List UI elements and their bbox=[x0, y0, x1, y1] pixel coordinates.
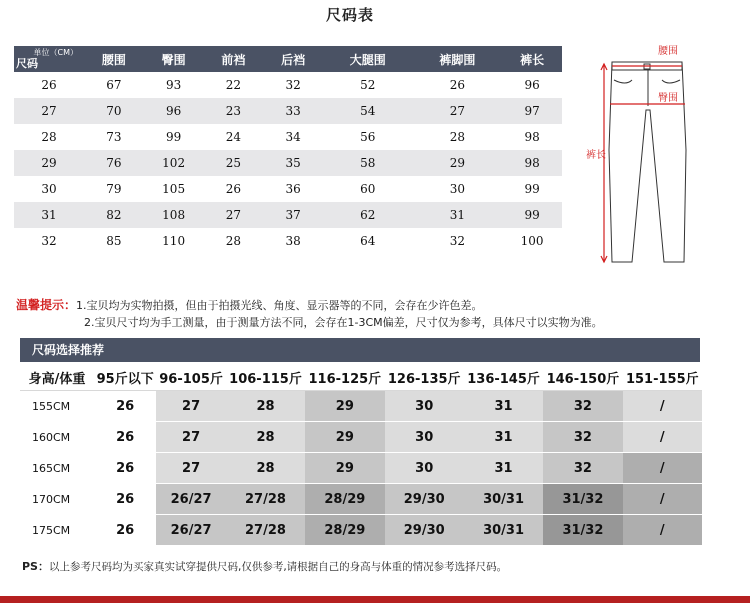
recommend-cell: 27/28 bbox=[226, 515, 305, 546]
measure-cell: 79 bbox=[84, 176, 144, 202]
measure-cell: 96 bbox=[144, 98, 204, 124]
recommend-cell: 27 bbox=[156, 453, 225, 484]
measure-cell: 36 bbox=[263, 176, 323, 202]
recommend-cell: 27/28 bbox=[226, 484, 305, 515]
recommend-cell: 31/32 bbox=[543, 515, 622, 546]
recommend-cell: / bbox=[623, 391, 702, 422]
height-cell: 165CM bbox=[20, 453, 94, 484]
recommend-cell: 26 bbox=[94, 484, 156, 515]
recommend-cell: 29/30 bbox=[385, 484, 464, 515]
recommend-cell: 28 bbox=[226, 391, 305, 422]
weight-range-header: 106-115斤 bbox=[226, 364, 305, 391]
recommend-cell: / bbox=[623, 422, 702, 453]
recommend-cell: 26 bbox=[94, 453, 156, 484]
measure-cell: 70 bbox=[84, 98, 144, 124]
measure-cell: 33 bbox=[263, 98, 323, 124]
note-line-2: 2.宝贝尺寸均为手工测量，由于测量方法不同，会存在1-3CM偏差，尺寸仅为参考，具体尺寸以实物为准。 bbox=[84, 316, 603, 329]
measure-cell: 105 bbox=[144, 176, 204, 202]
measure-cell: 26 bbox=[204, 176, 264, 202]
measure-cell: 22 bbox=[204, 72, 264, 98]
measure-cell: 97 bbox=[502, 98, 562, 124]
recommend-header-row bbox=[20, 364, 702, 391]
recommend-cell: 26/27 bbox=[156, 484, 225, 515]
size-table-row bbox=[14, 98, 562, 124]
size-table-row bbox=[14, 228, 562, 254]
height-cell: 175CM bbox=[20, 515, 94, 546]
measure-cell: 29 bbox=[413, 150, 503, 176]
weight-range-header: 116-125斤 bbox=[305, 364, 384, 391]
recommend-cell: 32 bbox=[543, 422, 622, 453]
measure-cell: 54 bbox=[323, 98, 413, 124]
weight-range-header: 96-105斤 bbox=[156, 364, 225, 391]
measure-cell: 31 bbox=[413, 202, 503, 228]
recommend-cell: 30/31 bbox=[464, 515, 543, 546]
recommend-cell: 29 bbox=[305, 422, 384, 453]
recommend-cell: 29 bbox=[305, 391, 384, 422]
measure-cell: 23 bbox=[204, 98, 264, 124]
recommend-cell: 28 bbox=[226, 422, 305, 453]
size-cell: 27 bbox=[14, 98, 84, 124]
size-label: 尺码 bbox=[16, 57, 38, 70]
weight-range-header: 136-145斤 bbox=[464, 364, 543, 391]
measure-cell: 38 bbox=[263, 228, 323, 254]
measure-cell: 102 bbox=[144, 150, 204, 176]
recommend-cell: / bbox=[623, 453, 702, 484]
measure-cell: 98 bbox=[502, 150, 562, 176]
measure-cell: 76 bbox=[84, 150, 144, 176]
recommend-cell: 28/29 bbox=[305, 484, 384, 515]
measure-cell: 99 bbox=[144, 124, 204, 150]
unit-label: 单位（CM） bbox=[33, 48, 78, 57]
measure-cell: 110 bbox=[144, 228, 204, 254]
recommend-cell: 27 bbox=[156, 422, 225, 453]
notes bbox=[16, 297, 603, 331]
waist-label: 腰围 bbox=[658, 46, 678, 57]
recommend-cell: 31 bbox=[464, 391, 543, 422]
recommend-cell: / bbox=[623, 484, 702, 515]
recommend-cell: 27 bbox=[156, 391, 225, 422]
header-leg-opening: 裤脚围 bbox=[413, 46, 503, 72]
measure-cell: 60 bbox=[323, 176, 413, 202]
size-cell: 31 bbox=[14, 202, 84, 228]
recommend-cell: 31 bbox=[464, 453, 543, 484]
weight-range-header: 151-155斤 bbox=[623, 364, 702, 391]
size-cell: 26 bbox=[14, 72, 84, 98]
ps-text: 以上参考尺码均为买家真实试穿提供尺码,仅供参考,请根据自己的身高与体重的情况参考选择尺码。 bbox=[48, 561, 508, 573]
measure-cell: 73 bbox=[84, 124, 144, 150]
recommend-row bbox=[20, 484, 702, 515]
height-weight-header: 身高/体重 bbox=[20, 364, 94, 391]
hip-label: 臀围 bbox=[658, 93, 678, 104]
measure-cell: 35 bbox=[263, 150, 323, 176]
header-back-rise: 后裆 bbox=[263, 46, 323, 72]
header-thigh: 大腿围 bbox=[323, 46, 413, 72]
recommend-cell: 29 bbox=[305, 453, 384, 484]
recommend-row bbox=[20, 391, 702, 422]
recommend-cell: 31 bbox=[464, 422, 543, 453]
measure-cell: 28 bbox=[413, 124, 503, 150]
measure-cell: 99 bbox=[502, 176, 562, 202]
page-title: 尺码表 bbox=[325, 6, 374, 24]
recommend-cell: 30 bbox=[385, 422, 464, 453]
weight-range-header: 95斤以下 bbox=[94, 364, 156, 391]
recommend-cell: 26/27 bbox=[156, 515, 225, 546]
size-table-row bbox=[14, 202, 562, 228]
measure-cell: 37 bbox=[263, 202, 323, 228]
size-cell: 29 bbox=[14, 150, 84, 176]
recommend-cell: / bbox=[623, 515, 702, 546]
measure-cell: 56 bbox=[323, 124, 413, 150]
recommend-row bbox=[20, 515, 702, 546]
size-cell: 32 bbox=[14, 228, 84, 254]
recommend-cell: 30 bbox=[385, 453, 464, 484]
measure-cell: 27 bbox=[204, 202, 264, 228]
header-hip: 臀围 bbox=[144, 46, 204, 72]
measure-cell: 32 bbox=[413, 228, 503, 254]
measure-cell: 96 bbox=[502, 72, 562, 98]
bottom-bar bbox=[0, 596, 750, 603]
size-table-row bbox=[14, 124, 562, 150]
weight-range-header: 126-135斤 bbox=[385, 364, 464, 391]
measure-cell: 24 bbox=[204, 124, 264, 150]
size-cell: 28 bbox=[14, 124, 84, 150]
recommend-table bbox=[20, 364, 702, 546]
measure-cell: 62 bbox=[323, 202, 413, 228]
measure-cell: 27 bbox=[413, 98, 503, 124]
ps-note bbox=[22, 558, 507, 574]
recommend-cell: 32 bbox=[543, 453, 622, 484]
measure-cell: 85 bbox=[84, 228, 144, 254]
measure-cell: 52 bbox=[323, 72, 413, 98]
height-cell: 170CM bbox=[20, 484, 94, 515]
size-table-row bbox=[14, 176, 562, 202]
height-cell: 155CM bbox=[20, 391, 94, 422]
size-table-row bbox=[14, 150, 562, 176]
header-waist: 腰围 bbox=[84, 46, 144, 72]
measure-cell: 26 bbox=[413, 72, 503, 98]
recommend-row bbox=[20, 422, 702, 453]
measure-cell: 108 bbox=[144, 202, 204, 228]
header-length: 裤长 bbox=[502, 46, 562, 72]
length-label: 裤长 bbox=[586, 150, 606, 161]
recommend-cell: 29/30 bbox=[385, 515, 464, 546]
measure-cell: 100 bbox=[502, 228, 562, 254]
measure-cell: 58 bbox=[323, 150, 413, 176]
note-line-1: 1.宝贝均为实物拍摄，但由于拍摄光线、角度、显示器等的不同，会存在少许色差。 bbox=[76, 299, 483, 312]
measure-cell: 25 bbox=[204, 150, 264, 176]
size-cell: 30 bbox=[14, 176, 84, 202]
measure-cell: 28 bbox=[204, 228, 264, 254]
size-table bbox=[14, 46, 562, 254]
recommend-title: 尺码选择推荐 bbox=[20, 338, 700, 362]
measure-cell: 32 bbox=[263, 72, 323, 98]
header-front-rise: 前裆 bbox=[204, 46, 264, 72]
recommend-cell: 26 bbox=[94, 515, 156, 546]
measure-cell: 34 bbox=[263, 124, 323, 150]
notes-label: 温馨提示： bbox=[16, 298, 77, 312]
measure-cell: 93 bbox=[144, 72, 204, 98]
height-cell: 160CM bbox=[20, 422, 94, 453]
size-table-corner bbox=[14, 46, 84, 72]
recommend-cell: 30/31 bbox=[464, 484, 543, 515]
recommend-row bbox=[20, 453, 702, 484]
ps-label: PS： bbox=[22, 560, 49, 573]
recommend-cell: 26 bbox=[94, 422, 156, 453]
measure-cell: 98 bbox=[502, 124, 562, 150]
weight-range-header: 146-150斤 bbox=[543, 364, 622, 391]
measure-cell: 30 bbox=[413, 176, 503, 202]
size-table-header bbox=[14, 46, 562, 72]
recommend-cell: 31/32 bbox=[543, 484, 622, 515]
size-table-row bbox=[14, 72, 562, 98]
measure-cell: 64 bbox=[323, 228, 413, 254]
recommend-cell: 30 bbox=[385, 391, 464, 422]
recommend-cell: 28 bbox=[226, 453, 305, 484]
recommend-cell: 32 bbox=[543, 391, 622, 422]
measure-cell: 99 bbox=[502, 202, 562, 228]
recommend-cell: 26 bbox=[94, 391, 156, 422]
measure-cell: 67 bbox=[84, 72, 144, 98]
recommend-cell: 28/29 bbox=[305, 515, 384, 546]
pants-diagram bbox=[586, 40, 702, 270]
measure-cell: 82 bbox=[84, 202, 144, 228]
